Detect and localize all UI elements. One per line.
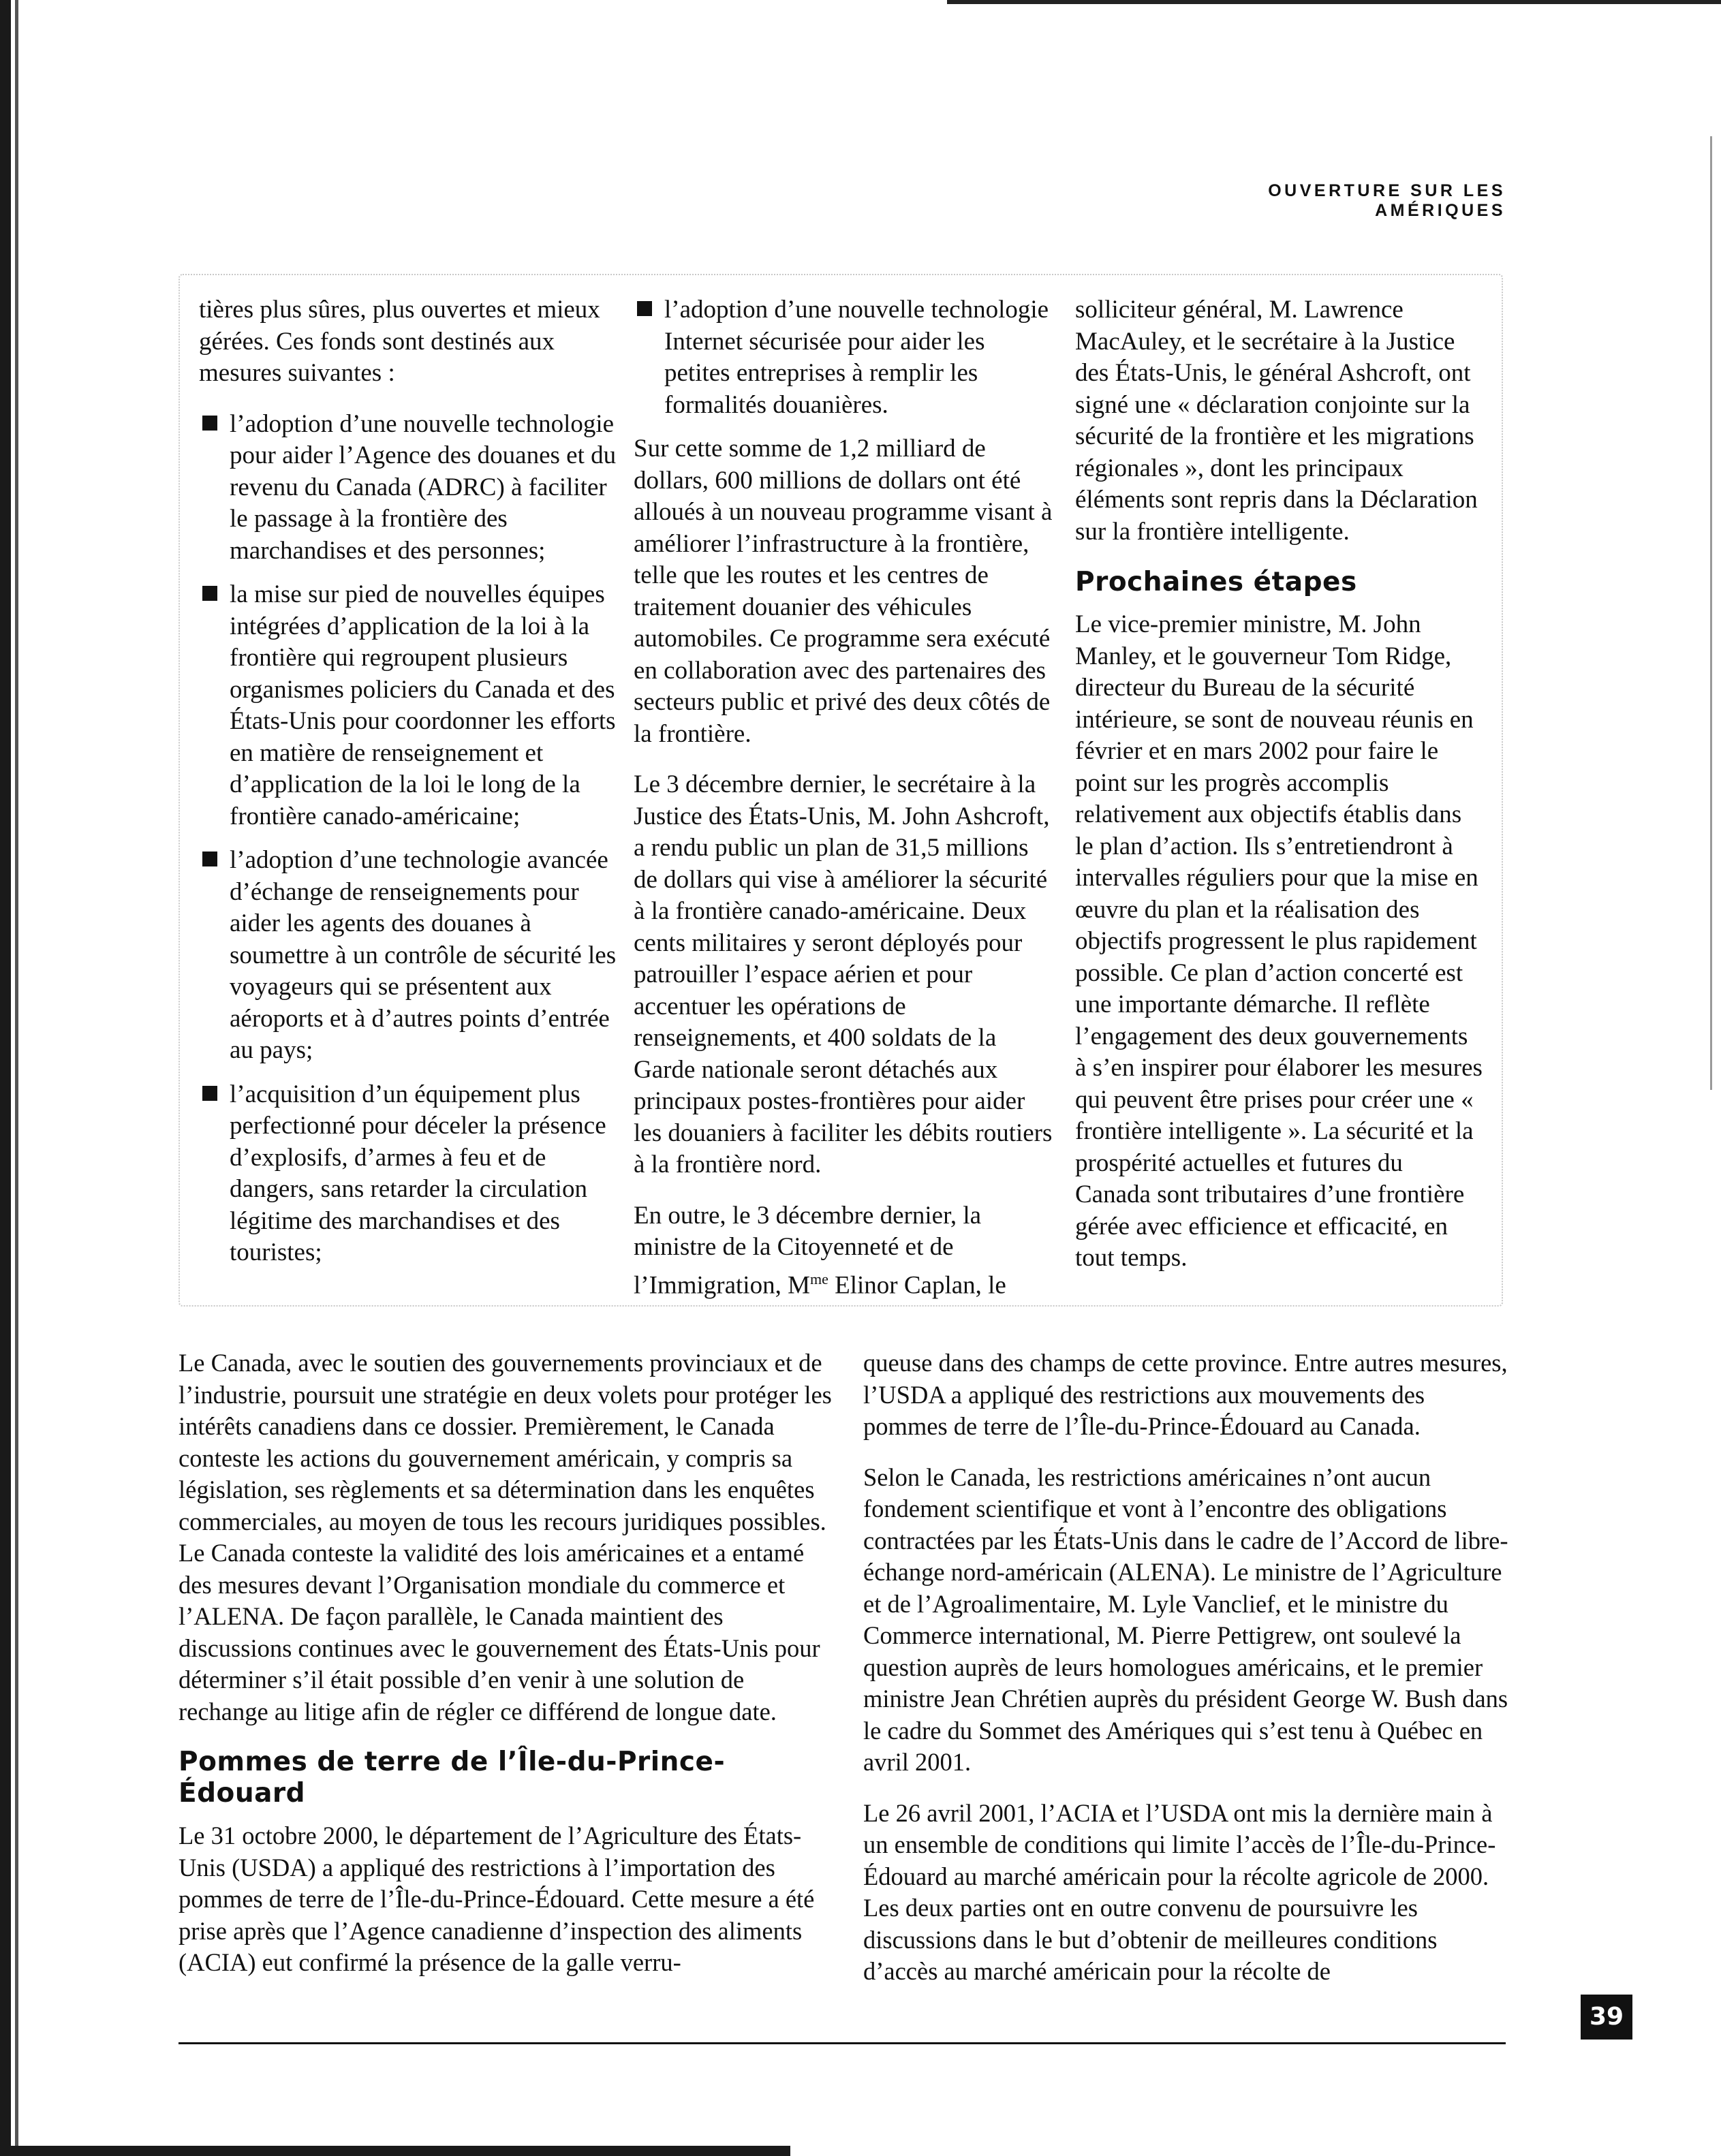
box-column-1 bbox=[199, 294, 619, 1281]
list-item: l’adoption d’une nouvelle technologie pour aider l’Agence des douanes et du revenu du Canada (ADRC) à faciliter le passage à la frontière des marchandises et des personnes; bbox=[199, 409, 619, 567]
scan-edge-left bbox=[0, 0, 11, 2156]
footer-rule bbox=[179, 2042, 1506, 2044]
paragraph: Selon le Canada, les restrictions américaines n’ont aucun fondement scientifique et vont à l’encontre des obligations contractées par les États-Unis dans le cadre de l’Accord de libre-échange nord-américain (ALENA). Le ministre de l’Agriculture et de l’Agroalimentaire, M. Lyle Vanclief, et le ministre du Commerce international, M. Pierre Pettigrew, ont soulevé la question auprès de leurs homologues américains, et le premier ministre Jean Chrétien auprès du président George W. Bush dans le cadre du Sommet des Amériques qui s’est tenu à Québec en avril 2001. bbox=[863, 1463, 1508, 1776]
box-bullet-list-cont bbox=[634, 294, 1056, 421]
paragraph: Le 31 octobre 2000, le département de l’Agriculture des États-Unis (USDA) a appliqué des restrictions à l’importation des pommes de terre de l’Île-du-Prince-Édouard. Cette mesure a été prise après que l’Agence canadienne d’inspection des aliments (ACIA) eut confirmé la présence de la galle verru- bbox=[179, 1822, 815, 1976]
box-bullet-list bbox=[199, 409, 619, 1269]
page-number: 39 bbox=[1581, 1995, 1632, 2040]
box-intro: tières plus sûres, plus ouvertes et mieux gérées. Ces fonds sont destinés aux mesures suivantes : bbox=[199, 296, 600, 387]
list-item: la mise sur pied de nouvelles équipes intégrées d’application de la loi à la frontière qui regroupent plusieurs organismes policiers du Canada et des États-Unis pour coordonner les efforts en matière de renseignement et d’application de la loi le long de la frontière canado-américaine; bbox=[199, 579, 619, 832]
paragraph: solliciteur général, M. Lawrence MacAuley, et le secrétaire à la Justice des États-Unis, le général Ashcroft, ont signé une « déclaration conjointe sur la sécurité de la frontière et les migrations régionales », dont les principaux éléments sont repris dans la Déclaration sur la frontière intelligente. bbox=[1075, 296, 1478, 546]
scan-edge-bottom bbox=[0, 2146, 790, 2156]
paragraph: Sur cette somme de 1,2 milliard de dollars, 600 millions de dollars ont été alloués à un nouveau programme visant à améliorer l’infrastructure à la frontière, telle que les routes et les centres de traitement douanier des véhicules automobiles. Ce programme sera exécuté en collaboration avec des partenaires des secteurs public et privé des deux côtés de la frontière. bbox=[634, 435, 1053, 748]
scan-edge-left-inner bbox=[15, 0, 18, 2156]
square-bullet-icon bbox=[202, 1086, 217, 1101]
section-heading: Pommes de terre de l’Île-du-Prince-Édouard bbox=[179, 1747, 726, 1809]
paragraph: queuse dans des champs de cette province. Entre autres mesures, l’USDA a appliqué des restrictions aux mouvements des pommes de terre de l’Île-du-Prince-Édouard au Canada. bbox=[863, 1349, 1508, 1440]
list-item: l’adoption d’une technologie avancée d’échange de renseignements pour aider les agents des douanes à soumettre à un contrôle de sécurité les voyageurs qui se présentent aux aéroports et à d’autres points d’entrée au pays; bbox=[199, 845, 619, 1067]
main-column-right bbox=[863, 1347, 1510, 2007]
paragraph: Le vice-premier ministre, M. John Manley, et le gouverneur Tom Ridge, directeur du Bureau de la sécurité intérieure, se sont de nouveau réunis en février et en mars 2002 pour faire le point sur les progrès accomplis relativement aux objectifs établis dans le plan d’action. Ils s’entretiendront à intervalles réguliers pour que la mise en œuvre du plan et la réalisation des objectifs progressent le plus rapidement possible. Ce plan d’action concerté est une importante démarche. Il reflète l’engagement des deux gouvernements à s’en inspirer pour élaborer les mesures qui peuvent être prises pour créer une « frontière intelligente ». La sécurité et la prospérité actuelles et futures du Canada sont tributaires d’une frontière gérée avec efficience et efficacité, en tout temps. bbox=[1075, 610, 1483, 1272]
scan-edge-right bbox=[1710, 136, 1712, 1090]
main-column-left bbox=[179, 1347, 833, 1998]
running-head: OUVERTURE SUR LES AMÉRIQUES bbox=[1268, 181, 1506, 220]
square-bullet-icon bbox=[637, 301, 652, 316]
section-heading: Prochaines étapes bbox=[1075, 567, 1357, 597]
paragraph: Le 3 décembre dernier, le secrétaire à la Justice des États-Unis, M. John Ashcroft, a rendu public un plan de 31,5 millions de dollars qui vise à améliorer la sécurité à la frontière canado-américaine. Deux cents militaires y seront déployés pour patrouiller l’espace aérien et pour accentuer les opérations de renseignements, et 400 soldats de la Garde nationale seront détachés aux principaux postes-frontières pour aider les douaniers à faciliter les débits routiers à la frontière nord. bbox=[634, 770, 1053, 1178]
box-column-3 bbox=[1075, 294, 1484, 1294]
list-item: l’acquisition d’un équipement plus perfectionné pour déceler la présence d’explosifs, d’armes à feu et de dangers, sans retarder la circulation légitime des marchandises et des touristes; bbox=[199, 1079, 619, 1269]
paragraph: Le 26 avril 2001, l’ACIA et l’USDA ont mis la dernière main à un ensemble de conditions qui limite l’accès de l’Île-du-Prince-Édouard au marché américain pour la récolte agricole de 2000. Les deux parties ont en outre convenu de poursuivre les discussions dans le but d’obtenir de meilleures conditions d’accès au marché américain pour la récolte de bbox=[863, 1798, 1496, 1985]
square-bullet-icon bbox=[202, 416, 217, 431]
box-column-2 bbox=[634, 294, 1056, 1320]
list-item: l’adoption d’une nouvelle technologie Internet sécurisée pour aider les petites entreprises à remplir les formalités douanières. bbox=[634, 294, 1056, 421]
scan-edge-top bbox=[947, 0, 1721, 4]
paragraph: Le Canada, avec le soutien des gouvernements provinciaux et de l’industrie, poursuit une stratégie en deux volets pour protéger les intérêts canadiens dans ce dossier. Premièrement, le Canada conteste les actions du gouvernement américain, y compris sa législation, ses règlements et sa détermination dans les enquêtes commerciales, au moyen de tous les recours juridiques possibles. Le Canada conteste la validité des lois américaines et a entamé des mesures devant l’Organisation mondiale du commerce et l’ALENA. De façon parallèle, le Canada maintient des discussions continues avec le gouvernement des États-Unis pour déterminer s’il était possible d’en venir à une solution de rechange au litige afin de régler ce différend de longue date. bbox=[179, 1349, 832, 1725]
square-bullet-icon bbox=[202, 586, 217, 601]
paragraph: En outre, le 3 décembre dernier, la ministre de la Citoyenneté et de l’Immigration, $M^{me}$ Elinor Caplan, le bbox=[634, 1201, 1006, 1299]
square-bullet-icon bbox=[202, 852, 217, 866]
